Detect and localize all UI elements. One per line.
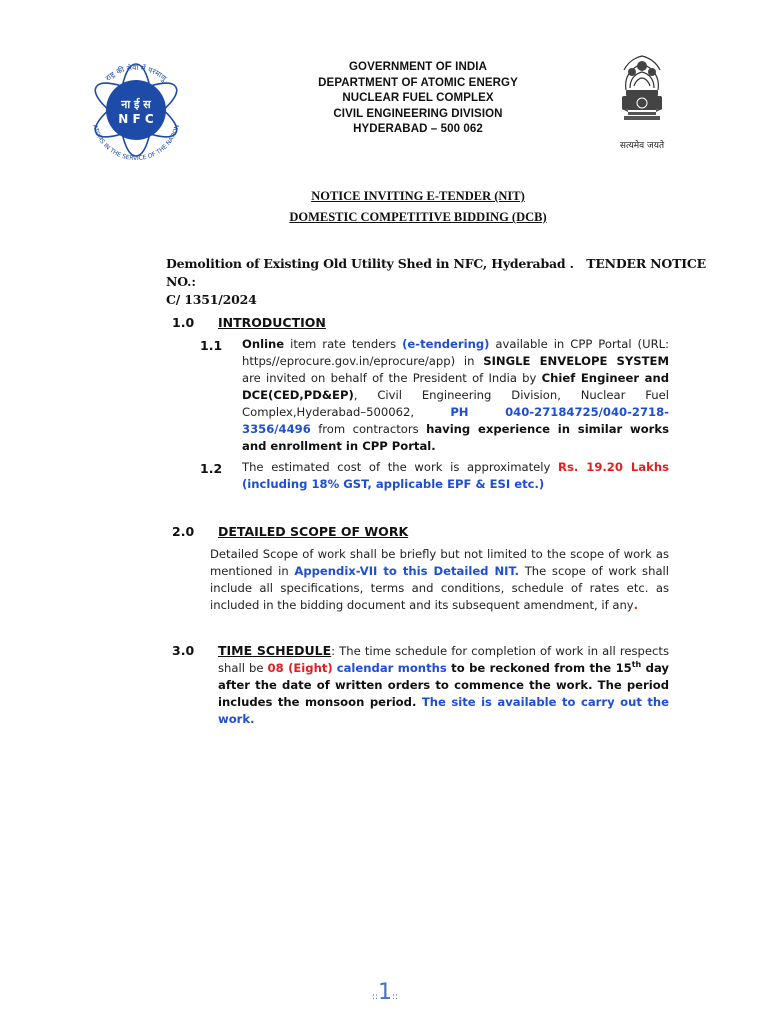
title-line-2: DOMESTIC COMPETITIVE BIDDING (DCB) <box>289 210 547 224</box>
work-name: Demolition of Existing Old Utility Shed in NFC, Hyderabad . <box>166 256 574 271</box>
para-1-2: The estimated cost of the work is approximately Rs. 19.20 Lakhs (including 18% GST, applicable EPF & ESI etc.) <box>242 460 669 491</box>
svg-text:ATOMS IN THE SERVICE OF THE NA: ATOMS IN THE SERVICE OF THE NATION <box>91 124 181 163</box>
estimated-cost: Rs. 19.20 Lakhs <box>558 460 669 474</box>
nfc-logo <box>82 56 190 164</box>
org-line-4: CIVIL ENGINEERING DIVISION <box>333 107 503 120</box>
svg-text:ना ई स: ना ई स <box>121 98 151 111</box>
section-2-number: 2.0 <box>172 524 195 539</box>
section-1-heading: INTRODUCTION <box>218 315 326 330</box>
title-line-1: NOTICE INVITING E-TENDER (NIT) <box>311 189 525 203</box>
section-1-number: 1.0 <box>172 315 195 330</box>
tender-notice-number: C/ 1351/2024 <box>166 292 257 307</box>
org-line-1: GOVERNMENT OF INDIA <box>349 61 487 73</box>
para-1-1-number: 1.1 <box>200 338 223 353</box>
completion-period: 08 (Eight) <box>267 661 333 675</box>
section-3-heading: TIME SCHEDULE <box>218 643 332 658</box>
tender-notice-label: TENDER NOTICE NO.: <box>166 256 706 289</box>
notice-title <box>200 186 636 228</box>
appendix-reference: Appendix-VII to this Detailed NIT. <box>294 564 520 578</box>
para-3: TIME SCHEDULE: The time schedule for completion of work in all respects shall be 08 (Eight) calendar months to be reckoned from the 15th day after the date of written orders to commence the work. The period includes the monsoon period. The site is available to carry out the work. <box>218 643 669 726</box>
work-title <box>166 255 706 309</box>
svg-text:N F C: N F C <box>118 112 154 126</box>
section-2-heading: DETAILED SCOPE OF WORK <box>218 524 409 539</box>
phone-numbers: PH 040-27184725/040-2718-3356/4496 <box>242 405 669 436</box>
page-number: ::1:: <box>371 980 399 1005</box>
lion-capital-icon <box>614 50 670 136</box>
para-1-1: Online item rate tenders (e-tendering) available in CPP Portal (URL: https//eprocure.gov.in/eprocure/app) in SINGLE ENVELOPE SYSTEM are invited on behalf of the President of India by Chief Engineer and DCE(CED,PD&EP), Civil Engineering Division, Nuclear Fuel Complex,Hyderabad–500062, PH 040-27184725/040-2718-3356/4496 from contractors having experience in similar works and enrollment in CPP Portal. <box>242 337 670 453</box>
national-emblem <box>606 50 678 154</box>
org-line-2: DEPARTMENT OF ATOMIC ENERGY <box>318 76 518 89</box>
para-1-2-number: 1.2 <box>200 461 223 476</box>
organisation-header <box>260 60 576 138</box>
org-line-3: NUCLEAR FUEL COMPLEX <box>342 92 494 104</box>
para-2: Detailed Scope of work shall be briefly but not limited to the scope of work as mentioned in Appendix-VII to this Detailed NIT. The scope of work shall include all specifications, terms and conditions, schedule of rates etc. as included in the bidding document and its subsequent amendment, if any. <box>210 547 669 612</box>
svg-text:राष्ट्र की सेवा में परमाणु: राष्ट्र की सेवा में परमाणु <box>103 62 169 83</box>
org-line-5: HYDERABAD – 500 062 <box>353 123 483 135</box>
emblem-motto: सत्यमेव जयते <box>619 141 665 151</box>
section-3-number: 3.0 <box>172 643 195 658</box>
